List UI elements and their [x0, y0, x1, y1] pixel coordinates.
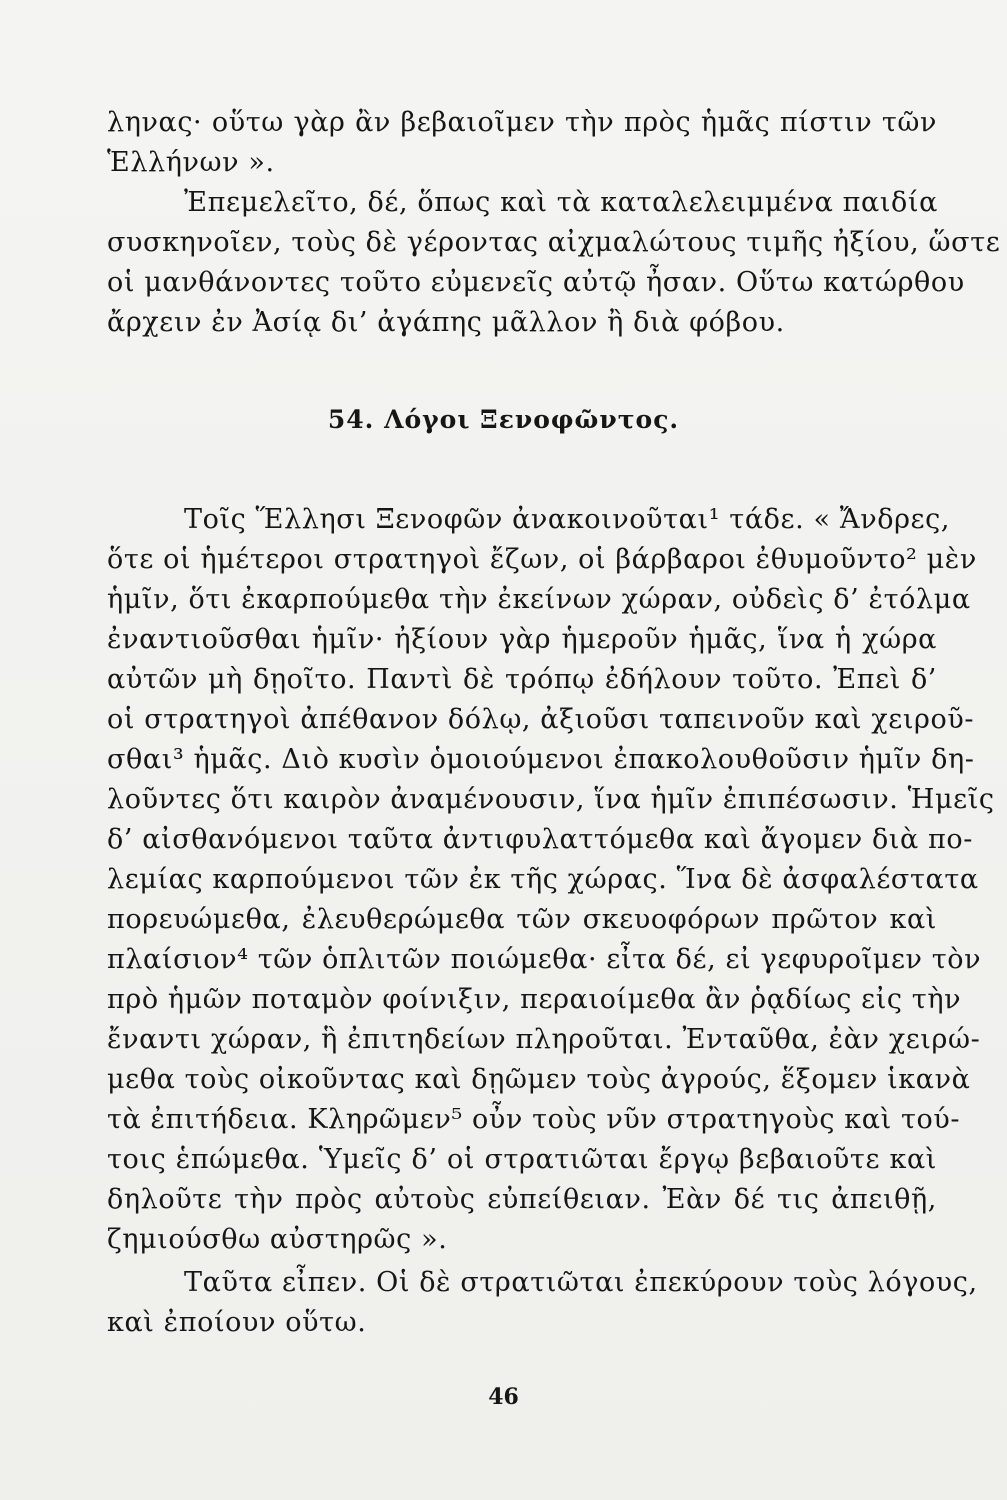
text-line: πορευώμεθα, ἐλευθερώμεθα τῶν σκευοφόρων πρῶτον καὶ	[107, 904, 937, 935]
text-line: δ’ αἰσθανόμενοι ταῦτα ἀντιφυλαττόμεθα καὶ ἄγομεν διὰ πο-	[107, 824, 973, 855]
text-line: ἄρχειν ἐν Ἀσίᾳ δι’ ἀγάπης μᾶλλον ἢ διὰ φόβου.	[107, 307, 785, 338]
text-line: Ἑλλήνων ».	[107, 147, 275, 178]
text-line: λεμίας καρπούμενοι τῶν ἐκ τῆς χώρας. Ἵνα δὲ ἀσφαλέστατα	[107, 864, 979, 895]
page-number: 46	[488, 1384, 519, 1410]
text-line: Τοῖς Ἕλλησι Ξενοφῶν ἀνακοινοῦται¹ τάδε. « Ἄνδρες,	[184, 504, 951, 535]
text-line: τοις ἑπώμεθα. Ὑμεῖς δ’ οἱ στρατιῶται ἔργῳ βεβαιοῦτε καὶ	[107, 1144, 937, 1175]
text-line: καὶ ἐποίουν οὕτω.	[107, 1307, 367, 1338]
text-line: ἔναντι χώραν, ἣ ἐπιτηδείων πληροῦται. Ἐνταῦθα, ἐὰν χειρώ-	[107, 1024, 981, 1055]
text-line: σθαι³ ἡμᾶς. Διὸ κυσὶν ὁμοιούμενοι ἐπακολουθοῦσιν ἡμῖν δη-	[107, 744, 975, 775]
paragraph-block-speech	[107, 500, 995, 1260]
text-line: ληνας· οὕτω γὰρ ἂν βεβαιοῖμεν τὴν πρὸς ἡμᾶς πίστιν τῶν	[107, 107, 937, 138]
text-line: ζημιούσθω αὐστηρῶς ».	[107, 1224, 448, 1255]
text-line: οἱ μανθάνοντες τοῦτο εὐμενεῖς αὐτῷ ἦσαν. Οὕτω κατώρθου	[107, 267, 965, 298]
text-line: μεθα τοὺς οἰκοῦντας καὶ δῃῶμεν τοὺς ἀγρούς, ἕξομεν ἱκανὰ	[107, 1064, 971, 1095]
text-line: λοῦντες ὅτι καιρὸν ἀναμένουσιν, ἵνα ἡμῖν ἐπιπέσωσιν. Ἡμεῖς	[107, 784, 995, 815]
section-heading: 54. Λόγοι Ξενοφῶντος.	[327, 405, 680, 434]
text-line: ἐναντιοῦσθαι ἡμῖν· ἠξίουν γὰρ ἡμεροῦν ἡμᾶς, ἵνα ἡ χώρα	[107, 624, 937, 655]
text-line: δηλοῦτε τὴν πρὸς αὐτοὺς εὐπείθειαν. Ἐὰν δέ τις ἀπειθῇ,	[107, 1184, 937, 1215]
text-line: συσκηνοῖεν, τοὺς δὲ γέροντας αἰχμαλώτους τιμῆς ἠξίου, ὥστε	[107, 227, 1001, 258]
text-line: οἱ στρατηγοὶ ἀπέθανον δόλῳ, ἀξιοῦσι ταπεινοῦν καὶ χειροῦ-	[107, 704, 975, 735]
paragraph-block-top	[107, 103, 1001, 343]
text-line: αὐτῶν μὴ δῃοῖτο. Παντὶ δὲ τρόπῳ ἐδήλουν τοῦτο. Ἐπεὶ δ’	[107, 664, 937, 695]
text-line: πλαίσιον⁴ τῶν ὁπλιτῶν ποιώμεθα· εἶτα δέ, εἰ γεφυροῖμεν τὸν	[107, 944, 982, 975]
text-line: ἡμῖν, ὅτι ἐκαρπούμεθα τὴν ἐκείνων χώραν, οὐδεὶς δ’ ἐτόλμα	[107, 584, 971, 615]
paragraph-block-closing	[107, 1263, 978, 1343]
text-line: Ταῦτα εἶπεν. Οἱ δὲ στρατιῶται ἐπεκύρουν τοὺς λόγους,	[184, 1267, 978, 1298]
text-line: πρὸ ἡμῶν ποταμὸν φοίνιξιν, περαιοίμεθα ἂν ῥᾳδίως εἰς τὴν	[107, 984, 962, 1015]
text-line: Ἐπεμελεῖτο, δέ, ὅπως καὶ τὰ καταλελειμμένα παιδία	[184, 187, 938, 218]
text-line: τὰ ἐπιτήδεια. Κληρῶμεν⁵ οὖν τοὺς νῦν στρατηγοὺς καὶ τού-	[107, 1104, 961, 1135]
text-line: ὅτε οἱ ἡμέτεροι στρατηγοὶ ἔζων, οἱ βάρβαροι ἐθυμοῦντο² μὲν	[107, 544, 977, 575]
